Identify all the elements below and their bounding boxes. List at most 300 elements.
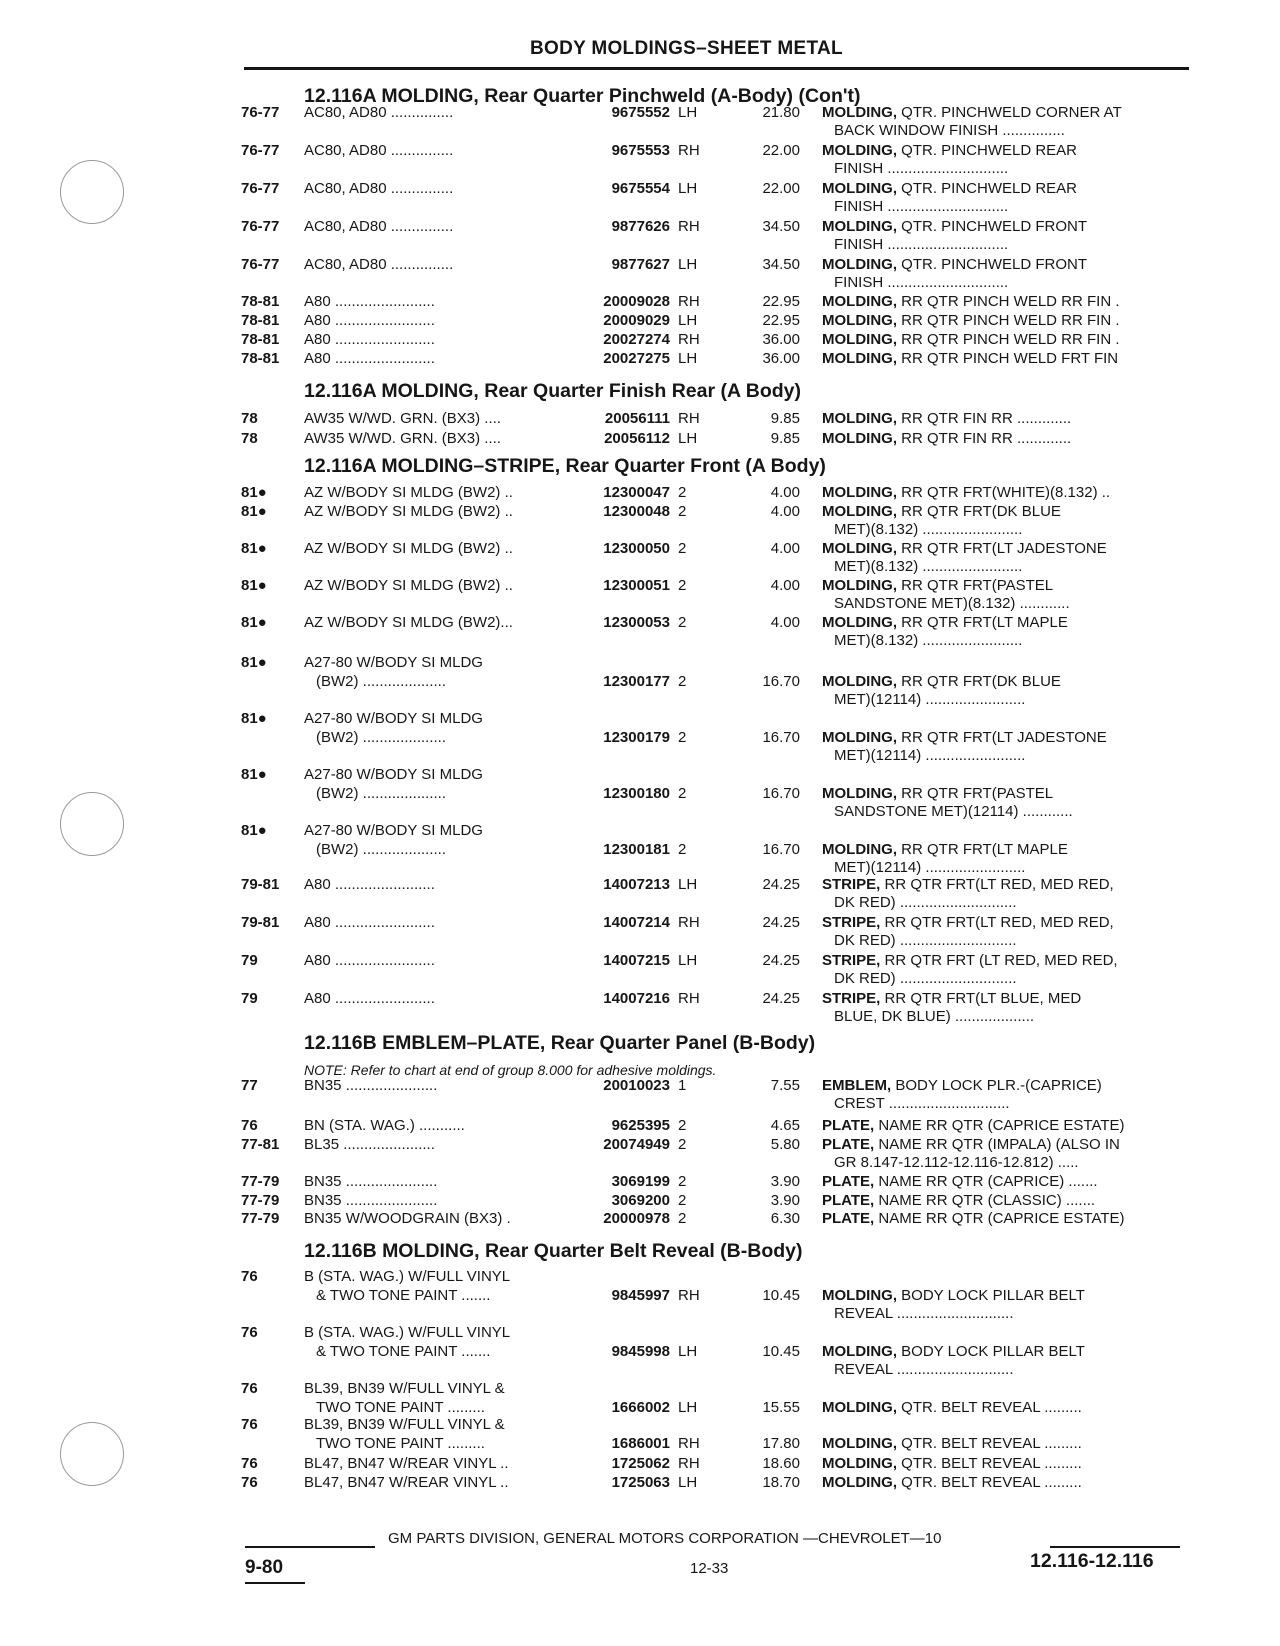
- part-description-type: MOLDING,: [822, 104, 897, 121]
- quantity: RH: [678, 990, 700, 1007]
- part-description: [822, 104, 1122, 121]
- model-code: BL39, BN39 W/FULL VINYL &: [304, 1380, 505, 1397]
- part-description-cont: FINISH .............................: [834, 274, 1009, 291]
- model-year: 76: [241, 1117, 258, 1134]
- part-description-text: QTR. BELT REVEAL .........: [897, 1399, 1082, 1416]
- price: 3.90: [770, 1192, 800, 1209]
- model-year: 76-77: [241, 256, 280, 273]
- model-code: BN35 W/WOODGRAIN (BX3) .: [304, 1210, 511, 1227]
- price: 4.00: [770, 540, 800, 557]
- part-description-text: RR QTR FRT(PASTEL: [897, 785, 1054, 802]
- part-description-text: RR QTR PINCH WELD RR FIN .: [897, 293, 1120, 310]
- part-description-type: MOLDING,: [822, 142, 897, 159]
- part-description-type: MOLDING,: [822, 577, 897, 594]
- part-description-cont: MET)(8.132) ........................: [834, 521, 1023, 538]
- quantity: LH: [678, 1399, 698, 1416]
- part-description-text: BODY LOCK PLR.-(CAPRICE): [891, 1077, 1102, 1094]
- model-year: 77-81: [241, 1136, 280, 1153]
- part-description: [822, 614, 1068, 631]
- part-description-cont: FINISH .............................: [834, 236, 1009, 253]
- part-description-text: RR QTR PINCH WELD RR FIN .: [897, 331, 1120, 348]
- section-title: 12.116A MOLDING, Rear Quarter Finish Rear (A Body): [304, 380, 802, 402]
- model-code: AZ W/BODY SI MLDG (BW2) ..: [304, 503, 513, 520]
- part-number: 20056111: [604, 410, 670, 427]
- price: 22.00: [762, 180, 800, 197]
- part-number: 14007213: [603, 876, 670, 893]
- quantity: 2: [678, 1136, 687, 1153]
- part-description-cont: SANDSTONE MET)(12114) ............: [834, 803, 1073, 820]
- part-number: 12300047: [603, 484, 670, 501]
- part-description: [822, 256, 1087, 273]
- part-description-text: RR QTR FRT(LT MAPLE: [897, 614, 1068, 631]
- model-code-cont: & TWO TONE PAINT .......: [316, 1287, 491, 1304]
- price: 15.55: [762, 1399, 800, 1416]
- model-year: 77: [241, 1077, 258, 1094]
- quantity: RH: [678, 914, 700, 931]
- part-description-type: STRIPE,: [822, 990, 881, 1007]
- quantity: 2: [678, 1192, 687, 1209]
- quantity: RH: [678, 1435, 700, 1452]
- quantity: 2: [678, 540, 687, 557]
- part-description-type: MOLDING,: [822, 1399, 897, 1416]
- part-number: 9877626: [611, 218, 670, 235]
- part-number: 12300048: [603, 503, 670, 520]
- price: 16.70: [762, 673, 800, 690]
- part-description-text: RR QTR FRT(LT JADESTONE: [897, 729, 1107, 746]
- footer-publisher: GM PARTS DIVISION, GENERAL MOTORS CORPORATION —CHEVROLET—10: [388, 1530, 942, 1547]
- price: 22.95: [762, 293, 800, 310]
- quantity: RH: [678, 293, 700, 310]
- model-code: AC80, AD80 ...............: [304, 142, 454, 159]
- table-row: [0, 1324, 1280, 1378]
- part-description-text: RR QTR FRT(LT BLUE, MED: [880, 990, 1082, 1007]
- part-description: [822, 1455, 1082, 1472]
- part-description-text: NAME RR QTR (CAPRICE ESTATE): [874, 1117, 1125, 1134]
- part-number: 9675553: [611, 142, 670, 159]
- quantity: LH: [678, 952, 698, 969]
- footer-rule-right: [1050, 1546, 1180, 1548]
- part-description: [822, 1117, 1125, 1134]
- part-description-type: STRIPE,: [822, 952, 881, 969]
- part-description-type: MOLDING,: [822, 293, 897, 310]
- part-number: 9845998: [611, 1343, 670, 1360]
- part-description-type: MOLDING,: [822, 1435, 897, 1452]
- model-year: 76-77: [241, 180, 280, 197]
- part-description: [822, 990, 1081, 1007]
- part-description-text: RR QTR FRT(WHITE)(8.132) ..: [897, 484, 1111, 501]
- quantity: LH: [678, 104, 698, 121]
- part-number: 12300180: [603, 785, 670, 802]
- table-row: [0, 104, 1280, 144]
- table-row: [0, 142, 1280, 182]
- part-number: 12300053: [603, 614, 670, 631]
- model-year: 78: [241, 410, 258, 427]
- price: 9.85: [770, 430, 800, 447]
- table-row: [0, 1136, 1280, 1176]
- model-code: A27-80 W/BODY SI MLDG: [304, 766, 483, 783]
- model-code: B (STA. WAG.) W/FULL VINYL: [304, 1324, 511, 1341]
- part-number: 1686001: [611, 1435, 670, 1452]
- table-row: [0, 180, 1280, 220]
- model-code: A80 ........................: [304, 914, 435, 931]
- model-code: A80 ........................: [304, 350, 435, 367]
- table-row: [0, 1077, 1280, 1117]
- price: 4.00: [770, 484, 800, 501]
- part-description: [822, 785, 1053, 802]
- model-code: A27-80 W/BODY SI MLDG: [304, 654, 483, 671]
- quantity: 2: [678, 841, 687, 858]
- model-code: BN35 ......................: [304, 1173, 438, 1190]
- price: 24.25: [762, 914, 800, 931]
- part-description: [822, 503, 1061, 520]
- part-description: [822, 1077, 1102, 1094]
- model-code: AW35 W/WD. GRN. (BX3) ....: [304, 410, 501, 427]
- part-description-cont: MET)(12114) ........................: [834, 859, 1026, 876]
- section-title: 12.116B EMBLEM–PLATE, Rear Quarter Panel (B-Body): [304, 1032, 816, 1054]
- model-code: AZ W/BODY SI MLDG (BW2)...: [304, 614, 513, 631]
- part-description-text: QTR. PINCHWELD FRONT: [897, 218, 1087, 235]
- part-description: [822, 142, 1077, 159]
- part-description-text: RR QTR FRT(DK BLUE: [897, 503, 1061, 520]
- quantity: RH: [678, 410, 700, 427]
- model-code: BN (STA. WAG.) ...........: [304, 1117, 465, 1134]
- part-description-cont: BLUE, DK BLUE) ...................: [834, 1008, 1035, 1025]
- part-description-type: MOLDING,: [822, 484, 897, 501]
- model-code-cont: (BW2) ....................: [316, 785, 447, 802]
- price: 21.80: [762, 104, 800, 121]
- part-description-cont: REVEAL ............................: [834, 1305, 1014, 1322]
- part-description: [822, 729, 1107, 746]
- table-row: [0, 503, 1280, 543]
- model-code-cont: (BW2) ....................: [316, 673, 447, 690]
- part-description-type: PLATE,: [822, 1192, 875, 1209]
- part-description-type: EMBLEM,: [822, 1077, 892, 1094]
- price: 18.60: [762, 1455, 800, 1472]
- model-year: 79: [241, 952, 258, 969]
- price: 16.70: [762, 729, 800, 746]
- part-description: [822, 312, 1120, 329]
- part-number: 20010023: [603, 1077, 670, 1094]
- model-code: B (STA. WAG.) W/FULL VINYL: [304, 1268, 511, 1285]
- part-description-text: QTR. BELT REVEAL .........: [897, 1435, 1082, 1452]
- model-code: AZ W/BODY SI MLDG (BW2) ..: [304, 484, 513, 501]
- part-number: 9625395: [611, 1117, 670, 1134]
- price: 16.70: [762, 841, 800, 858]
- part-description-cont: FINISH .............................: [834, 160, 1009, 177]
- part-description: [822, 540, 1107, 557]
- table-row: [0, 914, 1280, 954]
- price: 4.65: [770, 1117, 800, 1134]
- part-description-cont: REVEAL ............................: [834, 1361, 1014, 1378]
- model-year: 76-77: [241, 218, 280, 235]
- part-description-type: MOLDING,: [822, 1287, 897, 1304]
- part-number: 20027274: [603, 331, 670, 348]
- part-description-type: MOLDING,: [822, 331, 897, 348]
- price: 4.00: [770, 503, 800, 520]
- price: 24.25: [762, 876, 800, 893]
- model-year: 76-77: [241, 142, 280, 159]
- part-description-text: QTR. PINCHWELD FRONT: [897, 256, 1087, 273]
- price: 3.90: [770, 1173, 800, 1190]
- part-description-type: PLATE,: [822, 1117, 875, 1134]
- footer-date-underline: [245, 1582, 305, 1584]
- price: 6.30: [770, 1210, 800, 1227]
- part-number: 14007215: [603, 952, 670, 969]
- part-description-text: BODY LOCK PILLAR BELT: [897, 1287, 1085, 1304]
- model-code: AZ W/BODY SI MLDG (BW2) ..: [304, 577, 513, 594]
- model-code: A80 ........................: [304, 312, 435, 329]
- model-code: AZ W/BODY SI MLDG (BW2) ..: [304, 540, 513, 557]
- part-number: 9877627: [611, 256, 670, 273]
- price: 24.25: [762, 990, 800, 1007]
- part-description: [822, 1192, 1095, 1209]
- model-code: A27-80 W/BODY SI MLDG: [304, 710, 483, 727]
- model-year: 78-81: [241, 312, 280, 329]
- part-description-type: MOLDING,: [822, 218, 897, 235]
- model-code: A80 ........................: [304, 876, 435, 893]
- table-row: [0, 540, 1280, 580]
- quantity: 2: [678, 1210, 687, 1227]
- price: 10.45: [762, 1343, 800, 1360]
- model-year: 76: [241, 1455, 258, 1472]
- part-description-type: MOLDING,: [822, 785, 897, 802]
- table-row: [0, 1416, 1280, 1456]
- quantity: LH: [678, 180, 698, 197]
- part-description-text: RR QTR FRT(LT RED, MED RED,: [880, 876, 1114, 893]
- part-description-type: MOLDING,: [822, 312, 897, 329]
- part-description-type: MOLDING,: [822, 729, 897, 746]
- model-year: 81●: [241, 484, 267, 501]
- model-year: 78-81: [241, 293, 280, 310]
- quantity: 2: [678, 503, 687, 520]
- part-description: [822, 218, 1087, 235]
- part-description: [822, 876, 1114, 893]
- part-description: [822, 430, 1071, 447]
- part-number: 1666002: [611, 1399, 670, 1416]
- model-code: BL47, BN47 W/REAR VINYL ..: [304, 1455, 509, 1472]
- section-title: 12.116B MOLDING, Rear Quarter Belt Reveal (B-Body): [304, 1240, 803, 1262]
- part-description-type: MOLDING,: [822, 1455, 897, 1472]
- part-number: 20009028: [603, 293, 670, 310]
- part-description: [822, 952, 1118, 969]
- part-description-type: PLATE,: [822, 1173, 875, 1190]
- quantity: RH: [678, 1455, 700, 1472]
- model-code: A80 ........................: [304, 990, 435, 1007]
- part-description-type: PLATE,: [822, 1210, 875, 1227]
- part-description-text: NAME RR QTR (CAPRICE) .......: [874, 1173, 1098, 1190]
- part-description-text: RR QTR FRT(LT JADESTONE: [897, 540, 1107, 557]
- quantity: LH: [678, 430, 698, 447]
- part-description-type: MOLDING,: [822, 673, 897, 690]
- model-year: 77-79: [241, 1173, 280, 1190]
- part-number: 3069199: [611, 1173, 670, 1190]
- part-description: [822, 1136, 1120, 1153]
- part-description: [822, 1474, 1082, 1491]
- model-year: 77-79: [241, 1210, 280, 1227]
- quantity: LH: [678, 312, 698, 329]
- price: 10.45: [762, 1287, 800, 1304]
- model-code: AC80, AD80 ...............: [304, 256, 454, 273]
- table-row: [0, 952, 1280, 992]
- part-description: [822, 577, 1053, 594]
- model-code: A27-80 W/BODY SI MLDG: [304, 822, 483, 839]
- part-number: 12300051: [603, 577, 670, 594]
- quantity: 2: [678, 1117, 687, 1134]
- model-code: BL47, BN47 W/REAR VINYL ..: [304, 1474, 509, 1491]
- part-description-type: MOLDING,: [822, 503, 897, 520]
- quantity: LH: [678, 256, 698, 273]
- price: 7.55: [770, 1077, 800, 1094]
- quantity: RH: [678, 142, 700, 159]
- part-description-type: MOLDING,: [822, 256, 897, 273]
- quantity: 2: [678, 614, 687, 631]
- part-description-text: RR QTR PINCH WELD RR FIN .: [897, 312, 1120, 329]
- part-description-type: MOLDING,: [822, 540, 897, 557]
- model-code: A80 ........................: [304, 952, 435, 969]
- part-description-text: QTR. BELT REVEAL .........: [897, 1474, 1082, 1491]
- quantity: RH: [678, 218, 700, 235]
- model-year: 81●: [241, 614, 267, 631]
- part-description: [822, 1343, 1085, 1360]
- model-code-cont: (BW2) ....................: [316, 729, 447, 746]
- model-year: 79-81: [241, 914, 280, 931]
- part-description: [822, 673, 1061, 690]
- part-description-text: NAME RR QTR (CLASSIC) .......: [874, 1192, 1096, 1209]
- table-row: [0, 1380, 1280, 1420]
- model-code: AC80, AD80 ...............: [304, 218, 454, 235]
- quantity: RH: [678, 331, 700, 348]
- part-description: [822, 410, 1071, 427]
- part-description-text: QTR. BELT REVEAL .........: [897, 1455, 1082, 1472]
- part-description-type: MOLDING,: [822, 180, 897, 197]
- part-description-cont: MET)(8.132) ........................: [834, 632, 1023, 649]
- price: 4.00: [770, 614, 800, 631]
- part-description: [822, 1210, 1125, 1227]
- table-row: [0, 1474, 1280, 1514]
- table-row: [0, 1268, 1280, 1322]
- price: 36.00: [762, 331, 800, 348]
- model-year: 77-79: [241, 1192, 280, 1209]
- part-description-cont: MET)(12114) ........................: [834, 747, 1026, 764]
- part-description: [822, 1435, 1082, 1452]
- model-code-cont: (BW2) ....................: [316, 841, 447, 858]
- part-description-text: RR QTR FRT(LT MAPLE: [897, 841, 1068, 858]
- model-year: 78-81: [241, 331, 280, 348]
- part-number: 9675554: [611, 180, 670, 197]
- part-description-type: STRIPE,: [822, 876, 881, 893]
- part-number: 12300179: [603, 729, 670, 746]
- quantity: LH: [678, 350, 698, 367]
- model-code: A80 ........................: [304, 331, 435, 348]
- price: 34.50: [762, 256, 800, 273]
- part-description-type: PLATE,: [822, 1136, 875, 1153]
- price: 9.85: [770, 410, 800, 427]
- price: 17.80: [762, 1435, 800, 1452]
- part-description-type: MOLDING,: [822, 350, 897, 367]
- part-description: [822, 180, 1077, 197]
- footer-page-number: 12-33: [690, 1560, 729, 1577]
- model-year: 76: [241, 1324, 258, 1341]
- part-description-text: RR QTR PINCH WELD FRT FIN: [897, 350, 1119, 367]
- quantity: RH: [678, 1287, 700, 1304]
- part-description: [822, 1287, 1085, 1304]
- part-number: 20027275: [603, 350, 670, 367]
- price: 34.50: [762, 218, 800, 235]
- model-code-cont: TWO TONE PAINT .........: [316, 1435, 485, 1452]
- model-code-cont: TWO TONE PAINT .........: [316, 1399, 485, 1416]
- model-year: 81●: [241, 654, 267, 671]
- part-description-cont: CREST .............................: [834, 1095, 1010, 1112]
- price: 24.25: [762, 952, 800, 969]
- part-description-text: RR QTR FIN RR .............: [897, 410, 1072, 427]
- table-row: [0, 218, 1280, 258]
- part-description-type: MOLDING,: [822, 1474, 897, 1491]
- table-row: [0, 710, 1280, 764]
- table-row: [0, 614, 1280, 654]
- part-number: 9845997: [611, 1287, 670, 1304]
- part-description-text: QTR. PINCHWELD REAR: [897, 142, 1078, 159]
- model-year: 81●: [241, 766, 267, 783]
- part-description-cont: SANDSTONE MET)(8.132) ............: [834, 595, 1070, 612]
- table-row: [0, 822, 1280, 876]
- part-description-cont: DK RED) ............................: [834, 932, 1017, 949]
- part-number: 20000978: [603, 1210, 670, 1227]
- model-code: AW35 W/WD. GRN. (BX3) ....: [304, 430, 501, 447]
- page-title: BODY MOLDINGS–SHEET METAL: [530, 38, 843, 59]
- part-description-text: RR QTR FRT(PASTEL: [897, 577, 1054, 594]
- part-description-cont: BACK WINDOW FINISH ...............: [834, 122, 1065, 139]
- model-year: 78-81: [241, 350, 280, 367]
- table-row: [0, 990, 1280, 1030]
- model-code: BN35 ......................: [304, 1077, 438, 1094]
- part-description-text: QTR. PINCHWELD CORNER AT: [897, 104, 1122, 121]
- model-year: 76: [241, 1268, 258, 1285]
- price: 36.00: [762, 350, 800, 367]
- table-row: [0, 876, 1280, 916]
- part-description: [822, 350, 1118, 367]
- model-year: 81●: [241, 503, 267, 520]
- part-description-cont: DK RED) ............................: [834, 894, 1017, 911]
- model-year: 81●: [241, 577, 267, 594]
- part-description-type: MOLDING,: [822, 1343, 897, 1360]
- model-year: 76: [241, 1380, 258, 1397]
- part-description: [822, 1399, 1082, 1416]
- quantity: 2: [678, 729, 687, 746]
- quantity: 2: [678, 484, 687, 501]
- price: 4.00: [770, 577, 800, 594]
- model-year: 76: [241, 1416, 258, 1433]
- part-number: 12300181: [603, 841, 670, 858]
- part-description-text: BODY LOCK PILLAR BELT: [897, 1343, 1085, 1360]
- part-number: 14007214: [603, 914, 670, 931]
- part-number: 20056112: [604, 430, 670, 447]
- quantity: 1: [678, 1077, 687, 1094]
- section-note: NOTE: Refer to chart at end of group 8.000 for adhesive moldings.: [304, 1062, 717, 1078]
- model-code: AC80, AD80 ...............: [304, 104, 454, 121]
- model-year: 81●: [241, 540, 267, 557]
- quantity: 2: [678, 785, 687, 802]
- part-number: 20009029: [603, 312, 670, 329]
- part-number: 3069200: [611, 1192, 670, 1209]
- part-description: [822, 484, 1110, 501]
- part-description: [822, 914, 1114, 931]
- model-year: 79-81: [241, 876, 280, 893]
- table-row: [0, 577, 1280, 617]
- part-description-type: MOLDING,: [822, 841, 897, 858]
- part-number: 1725063: [611, 1474, 670, 1491]
- quantity: 2: [678, 577, 687, 594]
- price: 5.80: [770, 1136, 800, 1153]
